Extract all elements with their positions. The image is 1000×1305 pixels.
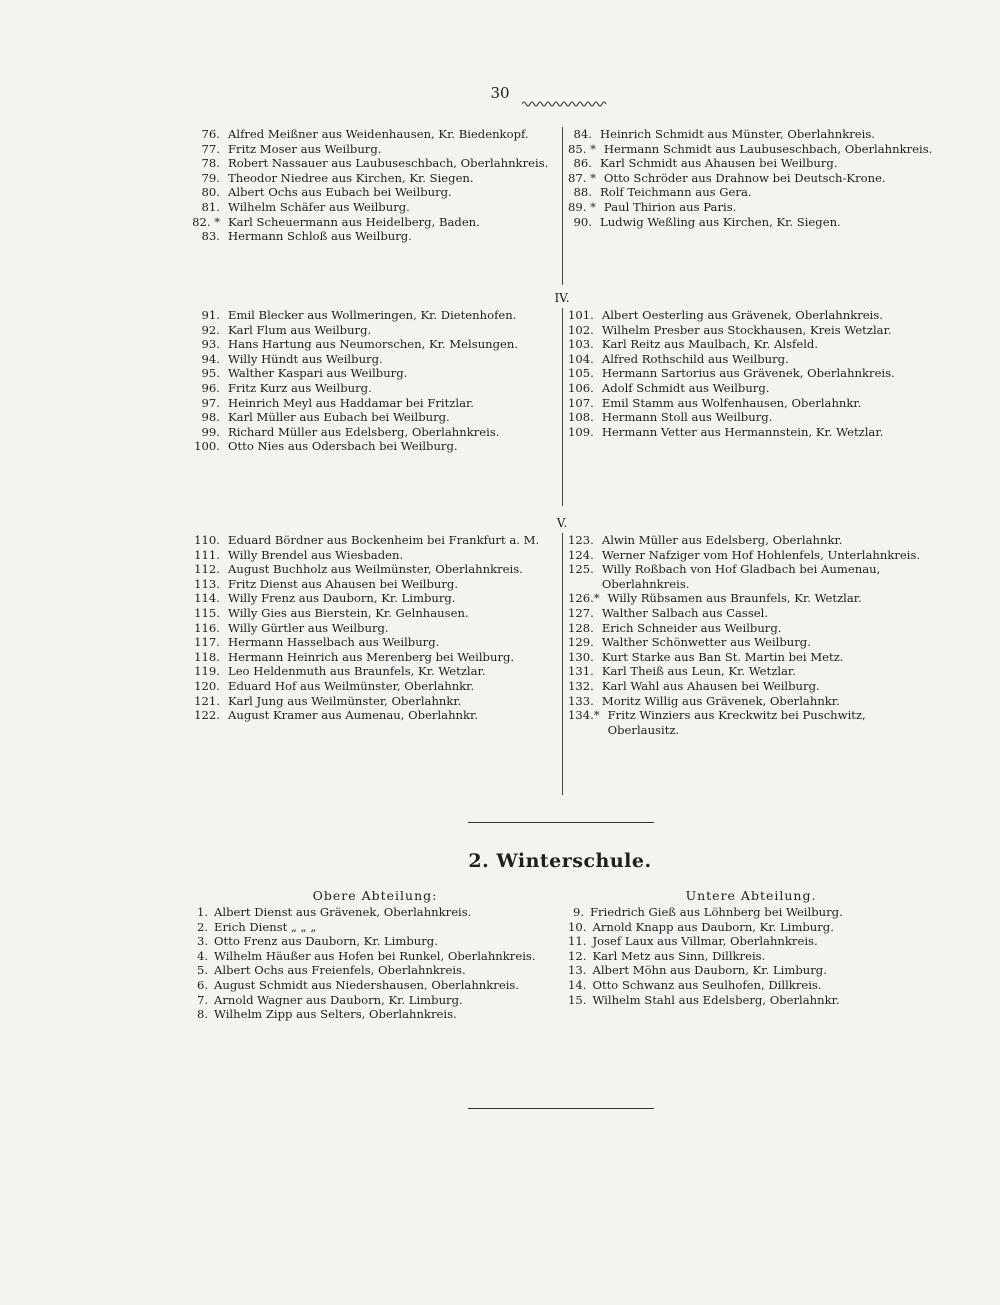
wavy-ornament — [522, 100, 608, 108]
list-item: 90. Ludwig Weßling aus Kirchen, Kr. Siegen. — [573, 214, 841, 229]
list-item: 106. Adolf Schmidt aus Weilburg. — [568, 380, 770, 395]
list-item: 92. Karl Flum aus Weilburg. — [201, 322, 372, 337]
list-item: 127. Walther Salbach aus Cassel. — [568, 605, 769, 620]
list-item: 108. Hermann Stoll aus Weilburg. — [568, 410, 773, 425]
list-item: 120. Eduard Hof aus Weilmünster, Oberlahnkr. — [194, 678, 475, 693]
list-item: 123. Alwin Müller aus Edelsberg, Oberlahnkr. — [568, 533, 843, 547]
list-item: 78. Robert Nassauer aus Laubuseschbach, Oberlahnkreis. — [201, 156, 549, 171]
list-item: 116. Willy Gürtler aus Weilburg. — [194, 620, 389, 635]
section-roman-v: V. — [556, 516, 568, 530]
list-item: 119. Leo Heldenmuth aus Braunfels, Kr. Wetzlar. — [194, 664, 486, 679]
divider-rule-bottom — [468, 1108, 654, 1109]
list-item: 80. Albert Ochs aus Eubach bei Weilburg. — [201, 185, 452, 200]
list-item: 101. Albert Oesterling aus Grävenek, Oberlahnkreis. — [568, 308, 883, 322]
list-item: 87. * Otto Schröder aus Drahnow bei Deutsch-Krone. — [568, 170, 886, 185]
column-left — [192, 308, 558, 506]
list-item: 124. Werner Nafziger vom Hof Hohlenfels, Unterlahnkreis. — [568, 547, 921, 562]
column-right — [568, 533, 934, 795]
list-item: 1. Albert Dienst aus Grävenek, Oberlahnkreis. — [196, 905, 472, 919]
list-item: 111. Willy Brendel aus Wiesbaden. — [194, 547, 404, 562]
list-item: 6. August Schmidt aus Niedershausen, Oberlahnkreis. — [196, 977, 520, 992]
list-item: 125. Willy Roßbach von Hof Gladbach bei Aumenau, Oberlahnkreis. — [568, 562, 881, 591]
list-item: 14. Otto Schwanz aus Seulhofen, Dillkreis. — [568, 977, 822, 992]
list-item: 97. Heinrich Meyl aus Haddamar bei Fritzlar. — [201, 395, 474, 410]
list-item: 114. Willy Frenz aus Dauborn, Kr. Limburg. — [194, 591, 456, 606]
list-item: 3. Otto Frenz aus Dauborn, Kr. Limburg. — [196, 934, 438, 949]
column-divider — [562, 127, 563, 285]
list-item: 113. Fritz Dienst aus Ahausen bei Weilburg. — [194, 576, 459, 591]
list-item: 128. Erich Schneider aus Weilburg. — [568, 620, 782, 635]
list-item: 105. Hermann Sartorius aus Grävenek, Oberlahnkreis. — [568, 366, 895, 381]
list-item: 115. Willy Gies aus Bierstein, Kr. Gelnhausen. — [194, 605, 469, 620]
list-item: 121. Karl Jung aus Weilmünster, Oberlahnkr. — [194, 693, 462, 708]
list-item: 9. Friedrich Gieß aus Löhnberg bei Weilburg. — [572, 905, 843, 919]
column-right — [568, 308, 934, 506]
section-title: 2. Winterschule. — [468, 850, 652, 872]
list-item: 89. * Paul Thirion aus Paris. — [568, 199, 737, 214]
column-left — [192, 127, 558, 285]
list-item: 100. Otto Nies aus Odersbach bei Weilburg. — [194, 439, 458, 454]
column-right — [568, 127, 934, 285]
list-item: 132. Karl Wahl aus Ahausen bei Weilburg. — [568, 678, 820, 693]
upper-division-list — [192, 905, 558, 1022]
list-item: 96. Fritz Kurz aus Weilburg. — [201, 380, 372, 395]
list-item: 118. Hermann Heinrich aus Merenberg bei Weilburg. — [194, 649, 515, 664]
upper-division-heading: Obere Abteilung: — [312, 888, 438, 903]
list-item: 93. Hans Hartung aus Neumorschen, Kr. Melsungen. — [201, 337, 519, 352]
class-block-v — [0, 533, 1000, 795]
divider-rule — [468, 822, 654, 823]
list-item: 79. Theodor Niedree aus Kirchen, Kr. Siegen. — [201, 170, 474, 185]
list-item: 91. Emil Blecker aus Wollmeringen, Kr. Dietenhofen. — [201, 308, 517, 322]
list-item: 84. Heinrich Schmidt aus Münster, Oberlahnkreis. — [573, 127, 875, 141]
list-item: 81. Wilhelm Schäfer aus Weilburg. — [201, 199, 410, 214]
lower-division-heading: Untere Abteilung. — [685, 888, 817, 903]
list-item: 2. Erich Dienst „ „ „ — [196, 919, 317, 934]
list-item: 77. Fritz Moser aus Weilburg. — [201, 141, 382, 156]
list-item: 126.* Willy Rübsamen aus Braunfels, Kr. Wetzlar. — [568, 591, 862, 606]
list-item: 5. Albert Ochs aus Freienfels, Oberlahnkreis. — [196, 963, 466, 978]
list-item: 10. Arnold Knapp aus Dauborn, Kr. Limburg. — [568, 919, 834, 934]
list-item: 88. Rolf Teichmann aus Gera. — [573, 185, 752, 200]
list-item: 82. * Karl Scheuermann aus Heidelberg, Baden. — [192, 214, 480, 229]
list-item: 7. Arnold Wagner aus Dauborn, Kr. Limburg. — [196, 992, 463, 1007]
list-item: 107. Emil Stamm aus Wolfenhausen, Oberlahnkr. — [568, 395, 862, 410]
list-item: 131. Karl Theiß aus Leun, Kr. Wetzlar. — [568, 664, 796, 679]
list-item: 130. Kurt Starke aus Ban St. Martin bei Metz. — [568, 649, 844, 664]
list-item: 86. Karl Schmidt aus Ahausen bei Weilburg. — [573, 156, 838, 171]
list-item: 98. Karl Müller aus Eubach bei Weilburg. — [201, 410, 450, 425]
list-item: 122. August Kramer aus Aumenau, Oberlahnkr. — [194, 708, 479, 723]
list-item: 95. Walther Kaspari aus Weilburg. — [201, 366, 408, 381]
column-divider — [562, 533, 563, 795]
list-item: 13. Albert Möhn aus Dauborn, Kr. Limburg. — [568, 963, 827, 978]
list-item: 12. Karl Metz aus Sinn, Dillkreis. — [568, 948, 766, 963]
list-item: 83. Hermann Schloß aus Weilburg. — [201, 229, 412, 244]
list-item: 8. Wilhelm Zipp aus Selters, Oberlahnkreis. — [196, 1007, 457, 1022]
list-item: 85. * Hermann Schmidt aus Laubuseschbach, Oberlahnkreis. — [568, 141, 933, 156]
list-item: 76. Alfred Meißner aus Weidenhausen, Kr. Biedenkopf. — [201, 127, 529, 141]
class-block-iii — [0, 127, 1000, 285]
list-item: 112. August Buchholz aus Weilmünster, Oberlahnkreis. — [194, 562, 523, 577]
list-item: 103. Karl Reitz aus Maulbach, Kr. Alsfeld. — [568, 337, 819, 352]
column-left — [192, 533, 558, 795]
list-item: 99. Richard Müller aus Edelsberg, Oberlahnkreis. — [201, 424, 500, 439]
list-item: 117. Hermann Hasselbach aus Weilburg. — [194, 635, 440, 650]
list-item: 129. Walther Schönwetter aus Weilburg. — [568, 635, 811, 650]
section-roman-iv: IV. — [554, 291, 570, 305]
list-item: 11. Josef Laux aus Villmar, Oberlahnkreis. — [568, 934, 818, 949]
list-item: 134.* Fritz Winziers aus Kreckwitz bei Puschwitz, Oberlausitz. — [568, 708, 866, 737]
list-item: 4. Wilhelm Häußer aus Hofen bei Runkel, Oberlahnkreis. — [196, 948, 536, 963]
class-block-iv — [0, 308, 1000, 506]
list-item: 109. Hermann Vetter aus Hermannstein, Kr. Wetzlar. — [568, 424, 884, 439]
page-number: 30 — [490, 84, 510, 102]
list-item: 133. Moritz Willig aus Grävenek, Oberlahnkr. — [568, 693, 840, 708]
list-item: 102. Wilhelm Presber aus Stockhausen, Kreis Wetzlar. — [568, 322, 892, 337]
list-item: 15. Wilhelm Stahl aus Edelsberg, Oberlahnkr. — [568, 992, 840, 1007]
column-divider — [562, 308, 563, 506]
list-item: 94. Willy Hündt aus Weilburg. — [201, 351, 383, 366]
list-item: 110. Eduard Bördner aus Bockenheim bei Frankfurt a. M. — [194, 533, 540, 547]
lower-division-list — [568, 905, 934, 1007]
list-item: 104. Alfred Rothschild aus Weilburg. — [568, 351, 789, 366]
